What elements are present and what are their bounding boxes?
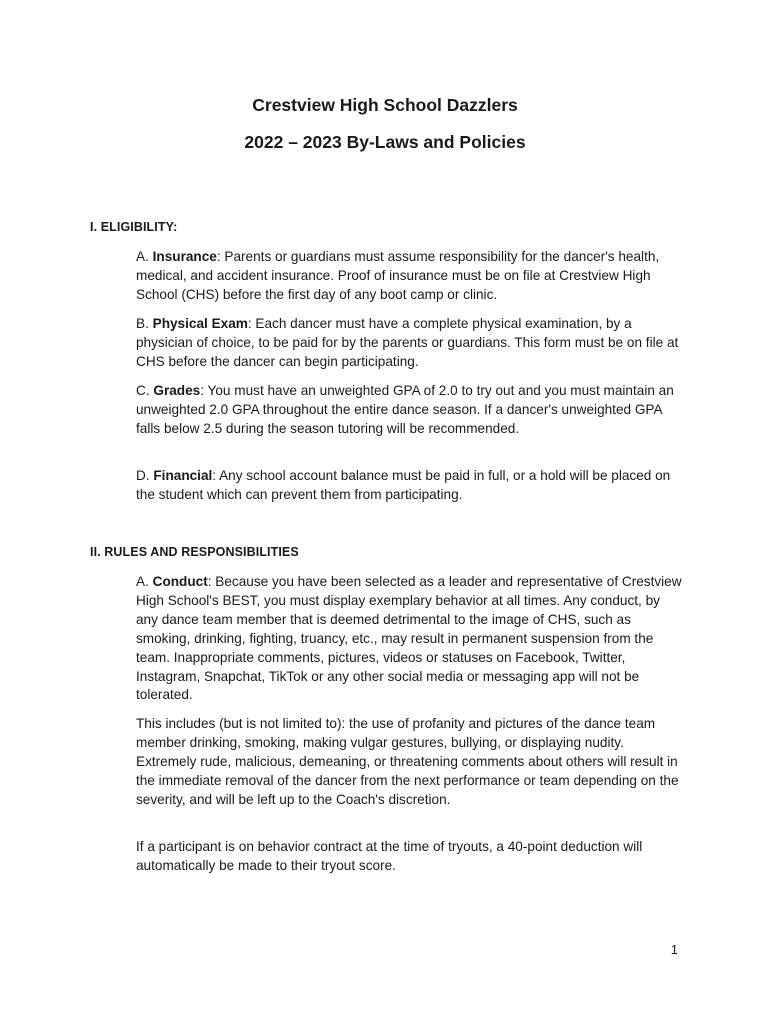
item-text: : Parents or guardians must assume responsibility for the dancer's health, medical, and accident insurance. Proof of insurance must be on file at Crestview High School (CHS) before the first day of any boot camp or clinic. — [136, 249, 660, 302]
item-term: Financial — [153, 468, 213, 483]
eligibility-insurance-paragraph — [136, 248, 684, 305]
document-subtitle: 2022 – 2023 By-Laws and Policies — [244, 132, 526, 152]
item-term: Grades — [153, 383, 201, 398]
item-prefix: A. — [136, 574, 153, 589]
item-prefix: C. — [136, 383, 154, 398]
item-prefix: B. — [136, 316, 153, 331]
eligibility-physical-exam-paragraph — [136, 315, 684, 372]
item-term: Physical Exam — [152, 316, 248, 331]
section-heading-eligibility: I. ELIGIBILITY: — [90, 220, 178, 234]
section-heading-rules: II. RULES AND RESPONSIBILITIES — [90, 545, 299, 559]
eligibility-financial-paragraph — [136, 467, 684, 505]
rules-includes-paragraph: This includes (but is not limited to): the use of profanity and pictures of the dance team member drinking, smoking, making vulgar gestures, bullying, or displaying nudity. Extremely rude, malicious, demeaning, or threatening comments about others will result in the immediate removal of the dancer from the next performance or team depending on the severity, and will be left up to the Coach's discretion. — [136, 716, 679, 807]
item-text: : Each dancer must have a complete physical examination, by a physician of choice, to be paid for by the parents or guardians. This form must be on file at CHS before the dancer can begin participating. — [136, 316, 679, 369]
item-term: Insurance — [152, 249, 217, 264]
rules-conduct-paragraph — [136, 573, 684, 705]
item-text: : Any school account balance must be paid in full, or a hold will be placed on the student which can prevent them from participating. — [136, 468, 671, 502]
item-text: : You must have an unweighted GPA of 2.0 to try out and you must maintain an unweighted 2.0 GPA throughout the entire dance season. If a dancer's unweighted GPA falls below 2.5 during the season tutoring will be recommended. — [136, 383, 674, 436]
page-number: 1 — [670, 942, 678, 957]
item-text: : Because you have been selected as a leader and representative of Crestview High School's BEST, you must display exemplary behavior at all times. Any conduct, by any dance team member that is deemed detrimental to the image of CHS, such as smoking, drinking, fighting, truancy, etc., may result in permanent suspension from the team. Inappropriate comments, pictures, videos or statuses on Facebook, Twitter, Instagram, Snapchat, TikTok or any other social media or messaging app will not be tolerated. — [136, 574, 682, 703]
document-title: Crestview High School Dazzlers — [252, 95, 518, 115]
item-prefix: A. — [136, 249, 153, 264]
item-term: Conduct — [152, 574, 208, 589]
rules-behavior-contract-paragraph: If a participant is on behavior contract at the time of tryouts, a 40-point deduction will automatically be made to their tryout score. — [136, 839, 643, 873]
eligibility-grades-paragraph — [136, 382, 684, 439]
item-prefix: D. — [136, 468, 154, 483]
